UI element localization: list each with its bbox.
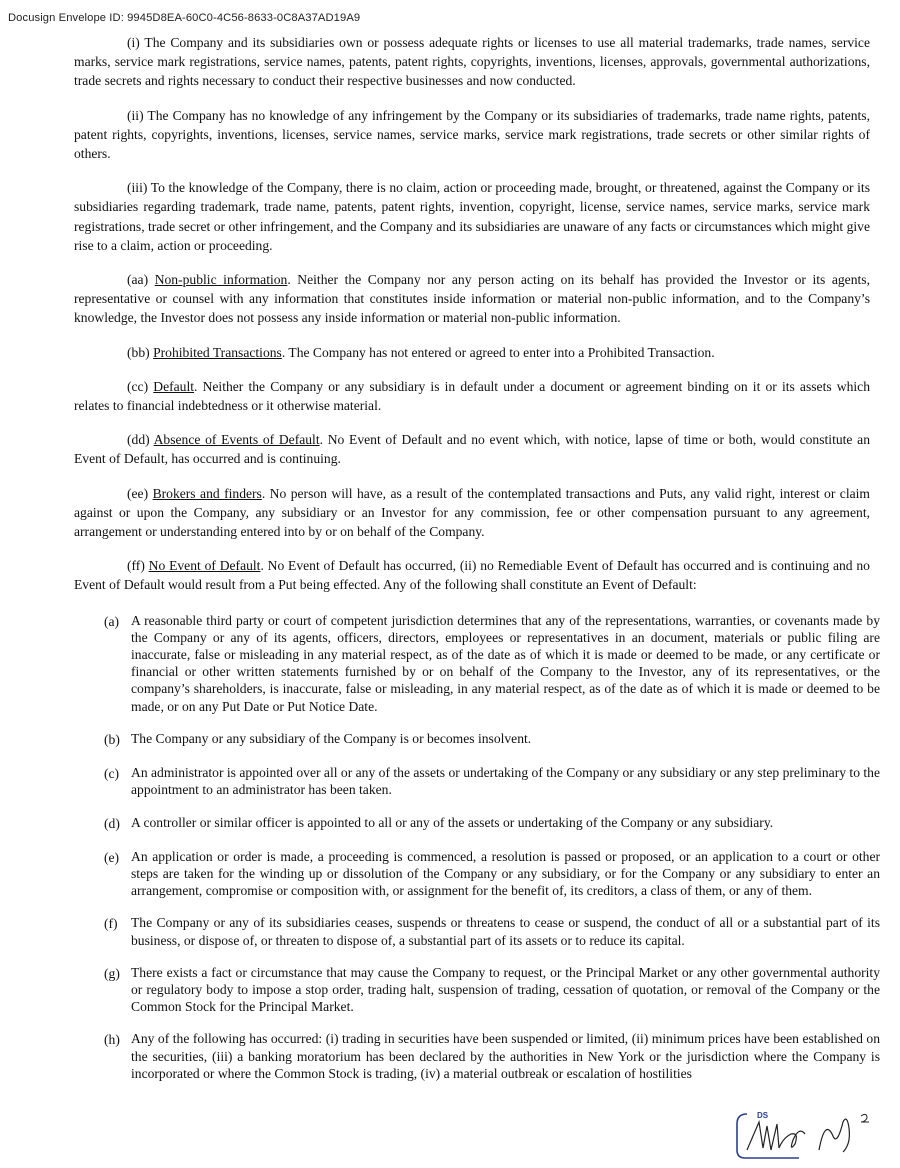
list-item-label: (h): [104, 1032, 120, 1048]
signature-icon: [733, 1108, 883, 1163]
section-bb: [74, 343, 870, 362]
paragraph-iii: (iii) To the knowledge of the Company, there is no claim, action or proceeding made, brought, or threatened, against the Company or its subsidiaries regarding trademark, trade name, patents, patent rights, invention, copyright, license, service names, service marks, service mark registrations, trade secret or other infringement, and the Company and its subsidiaries are unaware of any facts or circumstances which might give rise to a claim, action or proceeding.: [74, 180, 870, 253]
list-item-text: An administrator is appointed over all or any of the assets or undertaking of the Company or any subsidiary or any step preliminary to the appointment to an administrator has been taken.: [131, 765, 880, 798]
list-item: [74, 764, 880, 798]
list-item: [74, 814, 870, 833]
event-of-default-list: [74, 612, 880, 1082]
list-item: [74, 848, 880, 900]
list-item-text: A reasonable third party or court of competent jurisdiction determines that any of the representations, warranties, or covenants made by the Company or any of its agents, officers, directors, employees or representatives in an document, materials or public filing are inaccurate, false or misleading in any material respect, as of the date as of which it is made or deemed to be made, or any certificate or financial or other written statements furnished by or on behalf of the Company to the Investor, any of its representatives, or the company’s shareholders, is inaccurate, false or misleading, in any material respect, as of the date as of which it is made or deemed to be made, or on any Put Date or Put Notice Date.: [131, 612, 880, 714]
list-item-label: (d): [104, 815, 120, 831]
section-title: Default: [153, 378, 195, 394]
section-dd: [74, 430, 870, 468]
list-item-text: The Company or any subsidiary of the Company is or becomes insolvent.: [131, 730, 532, 746]
list-item-label: (e): [104, 849, 120, 865]
section-number: (dd): [127, 432, 150, 448]
section-ee: [74, 484, 870, 542]
section-cc: [74, 377, 870, 415]
document-page: [74, 33, 880, 1097]
section-number: (ff): [127, 558, 145, 574]
list-item-label: (g): [104, 965, 120, 981]
section-number: (aa): [127, 272, 149, 288]
section-body: . No Event of Default and no event which, with notice, lapse of time or both, would constitute an Event of Default, has occurred and is continuing.: [74, 432, 870, 467]
list-item-text: A controller or similar officer is appointed to all or any of the assets or undertaking of the Company or any subsidiary.: [131, 814, 774, 830]
section-ff: [74, 556, 870, 594]
section-number: (cc): [127, 378, 149, 394]
list-item-label: (b): [104, 731, 120, 747]
list-item-text: There exists a fact or circumstance that may cause the Company to request, or the Principal Market or any other governmental authority or regulatory body to impose a stop order, trading halt, suspension of trading, cessation of quotation, or removal of the Company or the Common Stock for the Principal Market.: [131, 964, 880, 1015]
list-item: [74, 1030, 880, 1082]
list-item: [74, 964, 880, 1016]
section-aa: [74, 270, 870, 328]
section-title: No Event of Default: [148, 558, 261, 574]
ds-label: DS: [757, 1111, 769, 1120]
list-item-text: The Company or any of its subsidiaries ceases, suspends or threatens to cease or suspend, the conduct of all or a substantial part of its business, or dispose of, or threaten to dispose of, a substantial part of its assets or to reduce its capital.: [131, 915, 880, 948]
section-title: Non-public information: [154, 272, 288, 288]
list-item-label: (a): [104, 613, 120, 629]
paragraph-ii: (ii) The Company has no knowledge of any infringement by the Company or its subsidiaries of trademarks, trade name rights, patents, patent rights, copyrights, inventions, licenses, service names, service marks, service mark registrations, trade secrets or other similar rights of others.: [74, 107, 870, 162]
section-title: Absence of Events of Default: [153, 432, 320, 448]
section-number: (ee): [127, 485, 149, 501]
list-item-text: Any of the following has occurred: (i) trading in securities have been suspended or limited, (ii) minimum prices have been established on the securities, (iii) a banking moratorium has been declared by the authorities in New York or the jurisdiction where the Company is incorporated or where the Common Stock is trading, (iv) a material outbreak or escalation of hostilities: [131, 1031, 880, 1081]
section-number: (bb): [127, 344, 150, 360]
section-title: Prohibited Transactions: [153, 344, 282, 360]
list-item-label: (c): [104, 766, 120, 782]
paragraph-i: (i) The Company and its subsidiaries own or possess adequate rights or licenses to use all material trademarks, trade names, service marks, service mark registrations, service names, patents, patent rights, copyrights, inventions, licenses, approvals, governmental authorizations, trade secrets and rights necessary to conduct their respective businesses and now conducted.: [74, 35, 870, 89]
list-item-text: An application or order is made, a proceeding is commenced, a resolution is passed or proposed, or an application to a court or other steps are taken for the winding up or dissolution of the Company or any subsidiary, or for the Company or any subsidiary to enter an arrangement, compromise or composition with, or assignment for the benefit of, its creditors, a class of them, or any of them.: [131, 848, 880, 899]
list-item: [74, 612, 880, 715]
section-body: . Neither the Company or any subsidiary is in default under a document or agreement binding on it or its assets which relates to financial indebtedness or it otherwise material.: [74, 378, 870, 414]
section-body: . The Company has not entered or agreed to enter into a Prohibited Transaction.: [281, 344, 715, 360]
section-body: . Neither the Company nor any person acting on its behalf has provided the Investor or its agents, representative or counsel with any information that constitutes inside information or material non-public information, and to the Company’s knowledge, the Investor does not possess any inside information or material non-public information.: [74, 272, 870, 326]
section-body: . No Event of Default has occurred, (ii) no Remediable Event of Default has occurred and is continuing and no Event of Default would result from a Put being effected. Any of the following shall constitute an Event of Default:: [74, 558, 870, 593]
list-item: [74, 730, 870, 749]
section-body: . No person will have, as a result of the contemplated transactions and Puts, any valid right, interest or claim against or upon the Company, any subsidiary or an Investor for any commission, fee or other compensation pursuant to any agreement, arrangement or understanding entered into by or on behalf of the Company.: [74, 485, 870, 540]
envelope-id: Docusign Envelope ID: 9945D8EA-60C0-4C56-8633-0C8A37AD19A9: [8, 12, 361, 24]
section-title: Brokers and finders: [152, 485, 262, 501]
docusign-initials: [733, 1108, 883, 1163]
list-item: [74, 914, 880, 948]
list-item-label: (f): [104, 916, 118, 932]
